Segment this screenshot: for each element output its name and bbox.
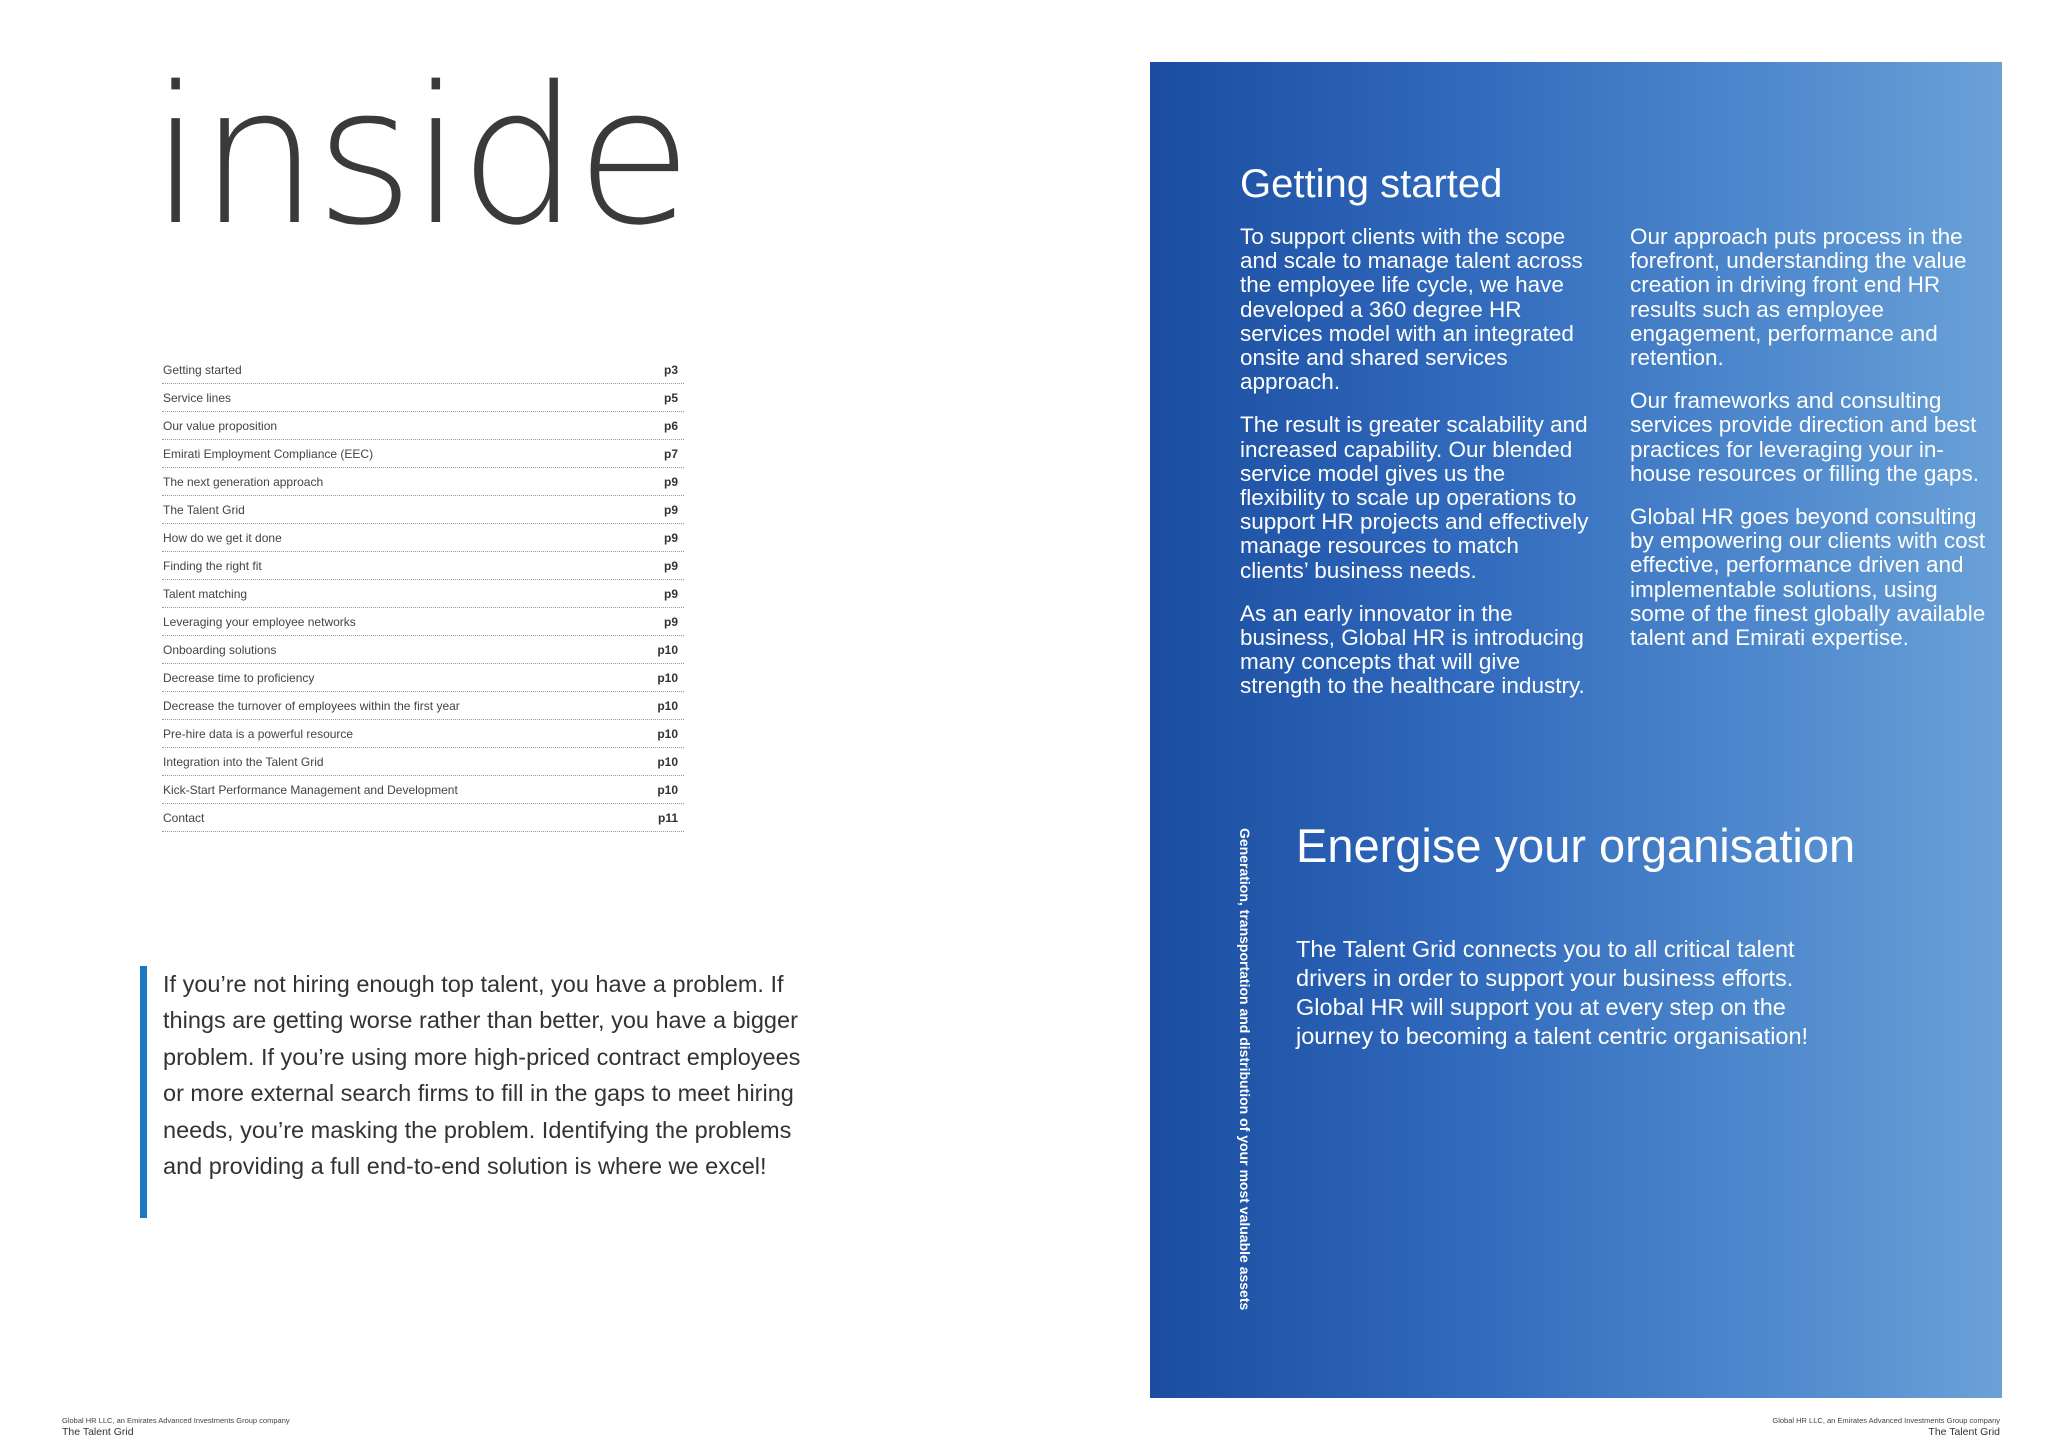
toc-item[interactable]	[162, 552, 684, 580]
text-column-left	[1240, 225, 1590, 718]
toc-label: Finding the right fit	[163, 558, 262, 573]
footer-title-right: The Talent Grid	[1928, 1426, 2000, 1438]
toc-label: How do we get it done	[163, 530, 282, 545]
toc-label: Decrease the turnover of employees within the first year	[163, 698, 460, 713]
toc-label: Leveraging your employee networks	[163, 614, 356, 629]
footer-company-right: Global HR LLC, an Emirates Advanced Investments Group company	[1772, 1416, 2000, 1425]
toc-page: p9	[663, 530, 678, 545]
toc-page: p10	[657, 782, 678, 797]
toc-page: p10	[657, 670, 678, 685]
toc-page: p10	[657, 698, 678, 713]
toc-page: p9	[663, 558, 678, 573]
blue-panel	[1150, 62, 2002, 1398]
toc-item[interactable]	[162, 664, 684, 692]
toc-label: Decrease time to proficiency	[163, 670, 315, 685]
toc-item[interactable]	[162, 440, 684, 468]
toc-item[interactable]	[162, 412, 684, 440]
toc-page: p7	[663, 446, 678, 461]
toc-page: p5	[663, 390, 678, 405]
footer-title-left: The Talent Grid	[62, 1426, 134, 1438]
page-title: inside	[150, 46, 689, 267]
toc-label: Our value proposition	[163, 418, 278, 433]
toc-label: Kick-Start Performance Management and Development	[163, 782, 458, 797]
toc-label: Pre-hire data is a powerful resource	[163, 726, 354, 741]
toc-page: p9	[663, 474, 678, 489]
section-title-getting-started: Getting started	[1240, 162, 1503, 206]
paragraph: As an early innovator in the business, Global HR is introducing many concepts that will give strength to the healthcare industry.	[1240, 600, 1585, 699]
toc-item[interactable]	[162, 608, 684, 636]
energise-paragraph: The Talent Grid connects you to all critical talent drivers in order to support your business efforts. Global HR will support you at every step on the journey to becoming a talent centric organisation!	[1296, 936, 1809, 1049]
toc-page: p10	[657, 726, 678, 741]
toc-label: The Talent Grid	[163, 502, 245, 517]
toc-item[interactable]	[162, 720, 684, 748]
toc-label: Contact	[163, 810, 205, 825]
toc-item[interactable]	[162, 356, 684, 384]
toc-item[interactable]	[162, 496, 684, 524]
text-column-right	[1630, 225, 1990, 669]
footer-company-left: Global HR LLC, an Emirates Advanced Investments Group company	[62, 1416, 290, 1425]
toc-item[interactable]	[162, 468, 684, 496]
toc-item[interactable]	[162, 748, 684, 776]
toc-item[interactable]	[162, 580, 684, 608]
paragraph: Global HR goes beyond consulting by empowering our clients with cost effective, performance driven and implementable solutions, using some of the finest globally available talent and Emirati expertise.	[1630, 504, 1986, 651]
toc-page: p9	[663, 502, 678, 517]
toc-label: Service lines	[163, 390, 232, 405]
toc-label: The next generation approach	[163, 474, 324, 489]
toc-item[interactable]	[162, 636, 684, 664]
toc-page: p9	[663, 586, 678, 601]
toc-page: p11	[657, 810, 678, 825]
toc-item[interactable]	[162, 776, 684, 804]
paragraph: To support clients with the scope and scale to manage talent across the employee life cycle, we have developed a 360 degree HR services model with an integrated onsite and shared services approach.	[1240, 224, 1583, 395]
pull-quote: If you’re not hiring enough top talent, you have a problem. If things are getting worse rather than better, you have a bigger problem. If you’re using more high-priced contract employees or more external search firms to fill in the gaps to meet hiring needs, you’re masking the problem. Identifying the problems and providing a full end-to-end solution is where we excel!	[163, 971, 801, 1180]
toc-item[interactable]	[162, 384, 684, 412]
toc-page: p6	[663, 418, 678, 433]
paragraph: Our approach puts process in the forefront, understanding the value creation in driving front end HR results such as employee engagement, performance and retention.	[1630, 224, 1967, 371]
toc-label: Talent matching	[163, 586, 248, 601]
toc-item[interactable]	[162, 692, 684, 720]
toc-page: p10	[657, 754, 678, 769]
table-of-contents	[162, 356, 684, 832]
toc-label: Emirati Employment Compliance (EEC)	[163, 446, 374, 461]
paragraph: The result is greater scalability and increased capability. Our blended service model gives us the flexibility to scale up operations to support HR projects and effectively manage resources to match clients’ business needs.	[1240, 412, 1589, 583]
toc-page: p3	[663, 362, 678, 377]
toc-item[interactable]	[162, 804, 684, 832]
toc-item[interactable]	[162, 524, 684, 552]
toc-page: p10	[657, 642, 678, 657]
vertical-tagline: Generation, transportation and distribution of your most valuable assets	[1237, 828, 1253, 1311]
quote-accent-bar	[140, 966, 147, 1218]
toc-label: Getting started	[163, 362, 242, 377]
section-title-energise: Energise your organisation	[1296, 819, 1856, 872]
toc-label: Integration into the Talent Grid	[163, 754, 324, 769]
toc-page: p9	[663, 614, 678, 629]
toc-label: Onboarding solutions	[163, 642, 277, 657]
paragraph: Our frameworks and consulting services provide direction and best practices for leveraging your in-house resources or filling the gaps.	[1630, 388, 1979, 486]
